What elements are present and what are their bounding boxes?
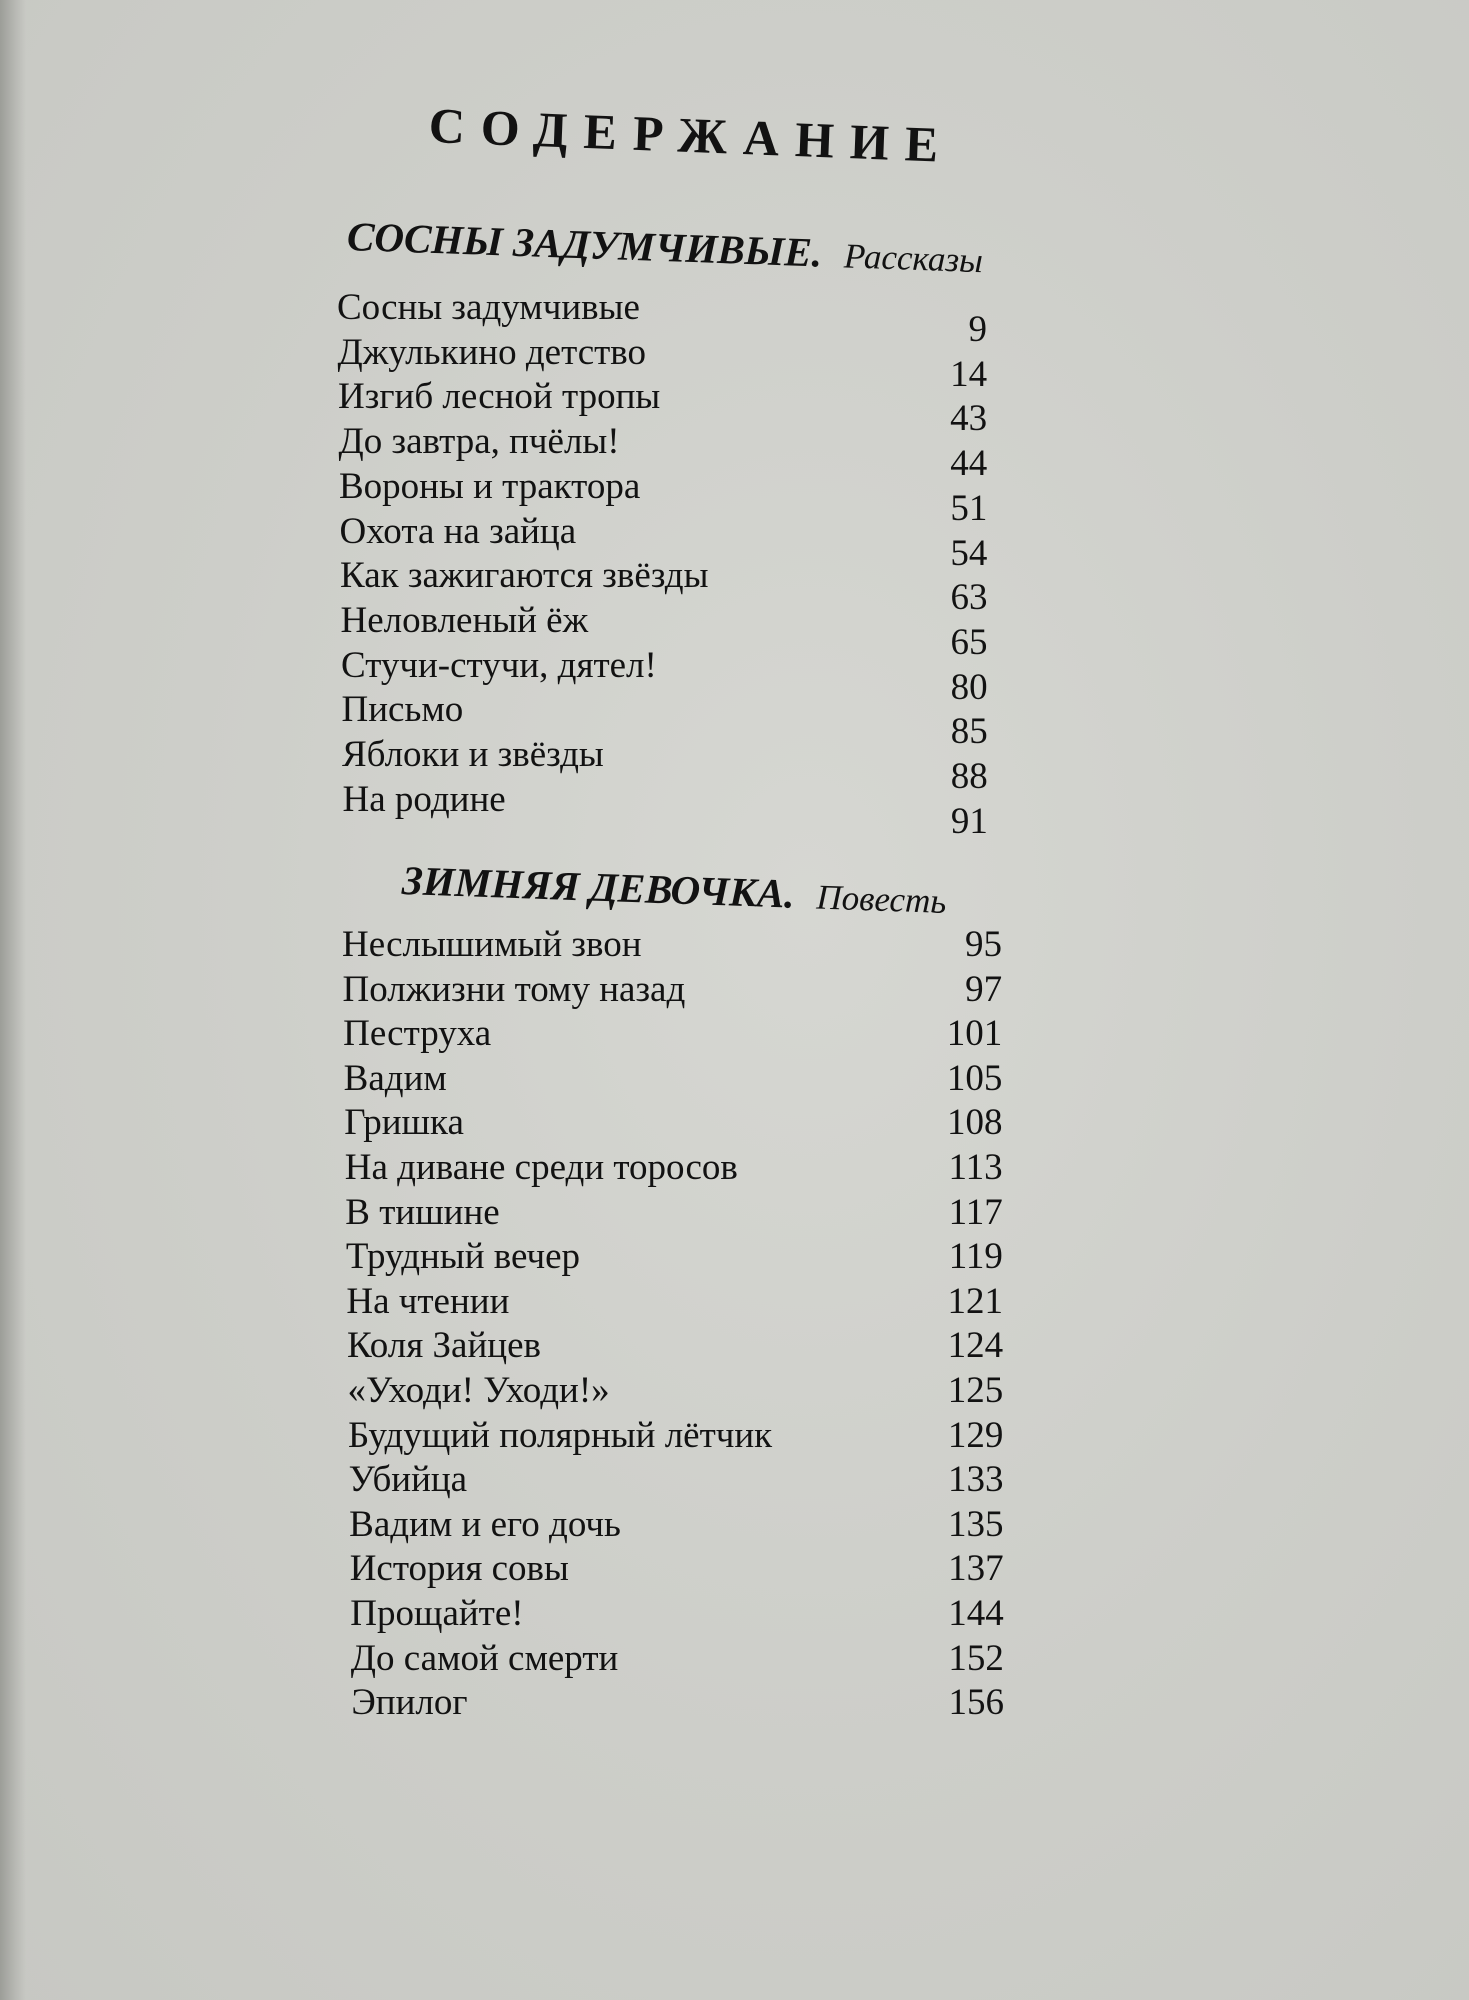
toc-entry-page-number: 9 xyxy=(968,309,987,350)
section-subtitle: Повесть xyxy=(815,877,947,921)
toc-entry-title: Вадим и его дочь xyxy=(349,1503,621,1545)
toc-entry-title: Полжизни тому назад xyxy=(342,968,686,1010)
toc-entry-page-number: 117 xyxy=(948,1191,1003,1233)
toc-entry-page-number: 54 xyxy=(950,532,988,574)
toc-entry-page-number: 113 xyxy=(948,1147,1003,1188)
toc-entry-page-number: 121 xyxy=(947,1280,1003,1322)
toc-entry-title: Сосны задумчивые xyxy=(337,287,640,328)
toc-entry-title: Изгиб лесной тропы xyxy=(338,376,661,418)
toc-entry-title: Стучи-стучи, дятел! xyxy=(341,644,657,686)
toc-entry-title: Вороны и трактора xyxy=(339,465,641,507)
toc-entry-title: На диване среди торосов xyxy=(344,1147,738,1188)
toc-entry-title: Коля Зайцев xyxy=(346,1325,541,1367)
toc-entry-page-number: 129 xyxy=(947,1414,1004,1456)
toc-entry-page-number: 137 xyxy=(948,1548,1004,1590)
toc-entry-page-number: 105 xyxy=(946,1057,1003,1099)
toc-entry-page-number: 97 xyxy=(965,968,1003,1010)
section-heading-stories xyxy=(346,212,983,282)
toc-entry-title: В тишине xyxy=(345,1191,500,1233)
toc-entry-title: До завтра, пчёлы! xyxy=(338,421,620,463)
toc-entry-page-number: 80 xyxy=(950,666,988,708)
toc-entry-page-number: 135 xyxy=(948,1503,1004,1545)
page-binding-shadow xyxy=(0,0,26,2000)
section-title: ЗИМНЯЯ ДЕВОЧКА. xyxy=(401,856,796,917)
toc-entry-title: «Уходи! Уходи!» xyxy=(347,1370,610,1411)
toc-entry-title: Как зажигаются звёзды xyxy=(340,555,709,597)
toc-entry-page-number: 119 xyxy=(948,1236,1003,1278)
toc-entry-title: Будущий полярный лётчик xyxy=(348,1414,773,1456)
toc-entry-title: Неловленый ёж xyxy=(340,599,589,641)
toc-entry-title: Вадим xyxy=(343,1057,447,1099)
toc-entry-page-number: 101 xyxy=(946,1013,1003,1055)
toc-entry-title: Пеструха xyxy=(343,1013,492,1055)
toc-entry-page-number: 14 xyxy=(950,353,988,395)
section-heading-novella xyxy=(401,856,947,923)
toc-entry-page-number: 44 xyxy=(950,443,988,485)
toc-entry-page-number: 125 xyxy=(947,1370,1004,1411)
toc-entry-title: Трудный вечер xyxy=(345,1236,581,1278)
toc-entry-page-number: 63 xyxy=(950,577,988,619)
toc-entry-page-number: 43 xyxy=(950,398,988,440)
toc-entry-page-number: 51 xyxy=(950,487,988,529)
section-title: СОСНЫ ЗАДУМЧИВЫЕ. xyxy=(346,212,823,276)
toc-entry-title: Убийца xyxy=(348,1459,468,1501)
toc-entry-title: На чтении xyxy=(346,1280,510,1322)
toc-entry-page-number: 108 xyxy=(946,1102,1003,1144)
page-title: СОДЕРЖАНИЕ xyxy=(427,96,956,174)
toc-entry-page-number: 133 xyxy=(947,1459,1004,1501)
toc-entry-title: Охота на зайца xyxy=(339,510,577,552)
toc-entry-title: История совы xyxy=(349,1548,569,1590)
toc-entry-page-number: 156 xyxy=(948,1682,1005,1724)
toc-entry-page-number: 65 xyxy=(950,621,988,663)
toc-entry-title: Яблоки и звёзды xyxy=(342,734,604,775)
toc-entry-page-number: 144 xyxy=(948,1593,1004,1634)
toc-entry-title: До самой смерти xyxy=(350,1637,619,1679)
toc-entry-page-number: 124 xyxy=(947,1325,1004,1367)
section-subtitle: Рассказы xyxy=(843,236,984,281)
toc-entry-title: Письмо xyxy=(341,689,464,731)
toc-entry-title: На родине xyxy=(342,778,506,820)
toc-entry-page-number: 95 xyxy=(965,924,1002,965)
toc-entry-page-number: 91 xyxy=(950,800,988,842)
toc-entry-page-number: 88 xyxy=(950,756,988,797)
toc-entry-title: Джулькино детство xyxy=(337,331,647,373)
toc-entry-title: Неслышимый звон xyxy=(342,924,642,965)
toc-entry-title: Гришка xyxy=(344,1102,464,1144)
toc-entry-page-number: 85 xyxy=(950,711,988,753)
toc-entry-title: Эпилог xyxy=(351,1682,468,1724)
toc-entry-page-number: 152 xyxy=(948,1637,1004,1679)
toc-entry-title: Прощайте! xyxy=(350,1593,524,1634)
